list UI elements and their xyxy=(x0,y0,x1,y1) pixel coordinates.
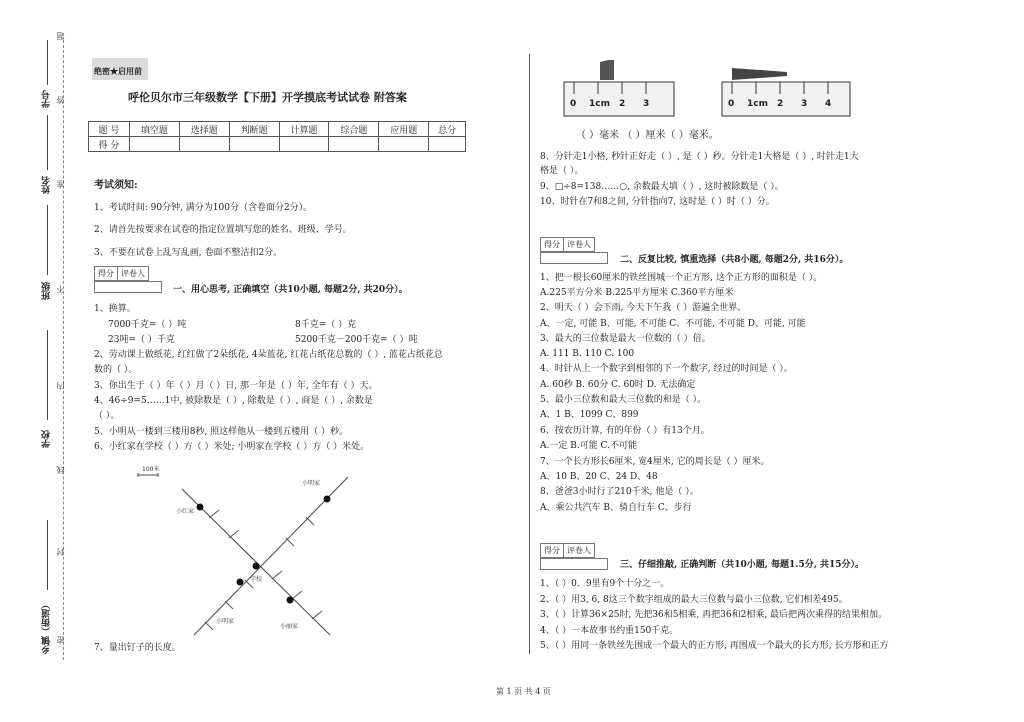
township-label: 乡镇（街道） xyxy=(42,600,52,654)
choice-line: 5、最小三位数和最大三位数的和是（ ）。 xyxy=(540,395,707,405)
ruler-tick-label: 1cm xyxy=(589,99,610,109)
choice-line: A、一定, 可能 B、可能, 不可能 C、不可能, 不可能 D、可能, 可能 xyxy=(540,319,806,329)
ruler-tick-label: 3 xyxy=(643,99,650,109)
nail-1 xyxy=(600,60,614,80)
map-label: 小明家 xyxy=(216,618,235,625)
choice-line: A.一定 B.可能 C.不可能 xyxy=(540,441,637,451)
scale-bar xyxy=(138,473,158,477)
margin-label: 不 xyxy=(56,285,65,293)
choice-line: 8、爸爸3小时行了210千米, 他是（ ）。 xyxy=(540,487,699,497)
score-cell[interactable] xyxy=(329,137,379,152)
section2-heading: 二、反复比较, 慎重选择（共8小题, 每题2分, 共16分）。 xyxy=(620,255,849,265)
score-cell[interactable] xyxy=(429,137,466,152)
grader-score-label: 得分 xyxy=(95,267,118,280)
score-table-header: 判断题 xyxy=(229,122,279,137)
township-blank[interactable] xyxy=(47,520,48,590)
grader-blank[interactable] xyxy=(94,281,162,293)
grader-reviewer-label: 评卷人 xyxy=(567,546,591,555)
page-number: 第 1 页 共 4 页 xyxy=(496,687,551,696)
margin-label: 内 xyxy=(56,382,65,390)
student-id-label: 学号 xyxy=(42,90,52,108)
map-point xyxy=(324,496,331,503)
margin-label: 封 xyxy=(56,548,65,556)
section1-heading: 一、用心思考, 正确填空（共10小题, 每题2分, 共20分）。 xyxy=(173,285,408,295)
judge-line: 1、（ ）0．9里有9个十分之一。 xyxy=(540,579,670,589)
road-line xyxy=(182,489,330,635)
ruler-tick-label: 3 xyxy=(801,99,808,109)
school-label: 学校 xyxy=(42,430,52,448)
score-table-header: 总分 xyxy=(429,122,466,137)
margin-label: 密 xyxy=(56,636,65,644)
margin-label: 准 xyxy=(56,180,65,188)
question: 9、□÷8=138……○, 余数最大填（ ）, 这时被除数是（ ）。 xyxy=(540,182,784,192)
question: 数的（ ）。 xyxy=(94,365,138,375)
score-table-header: 应用题 xyxy=(379,122,429,137)
choice-line: A、乘公共汽车 B、骑自行车 C、步行 xyxy=(540,503,692,513)
grader-reviewer-label: 评卷人 xyxy=(567,240,591,249)
map-point xyxy=(237,579,244,586)
map-point xyxy=(197,504,204,511)
class-blank[interactable] xyxy=(47,205,48,275)
question-part: 23吨=（ ）千克 xyxy=(108,335,175,345)
notice-heading: 考试须知: xyxy=(94,180,138,191)
score-table-header: 计算题 xyxy=(279,122,329,137)
score-table-header: 选择题 xyxy=(179,122,229,137)
map-label: 小丽家 xyxy=(280,623,299,630)
choice-line: 1、把一根长60厘米的铁丝围城一个正方形, 这个正方形的面积是（ ）。 xyxy=(540,273,823,283)
question: 7、量出钉子的长度。 xyxy=(94,643,181,653)
student-id-blank[interactable] xyxy=(47,40,48,85)
score-row-label: 得 分 xyxy=(89,137,130,152)
score-table-header: 题 号 xyxy=(89,122,130,137)
score-cell[interactable] xyxy=(229,137,279,152)
margin-label: 题 xyxy=(56,32,65,40)
question: 3、你出生于（ ）年（ ）月（ ）日, 那一年是（ ）年, 全年有（ ）天。 xyxy=(94,381,378,391)
ruler-tick-label: 0 xyxy=(570,99,577,109)
question: 4、46÷9=5……1中, 被除数是（ ）, 除数是（ ）, 商是（ ）, 余数是 xyxy=(94,396,373,406)
school-point xyxy=(253,563,260,570)
choice-line: A. 60秒 B. 60分 C. 60时 D. 无法确定 xyxy=(540,380,696,390)
question: 6、小红家在学校（ ）方（ ）米处; 小明家在学校（ ）方（ ）米处。 xyxy=(94,442,370,452)
ruler-tick-label: 2 xyxy=(619,99,626,109)
nail-2 xyxy=(732,68,787,80)
judge-line: 3、（ ）计算36×25时, 先把36和5相乘, 再把36和2相乘, 最后把两次乘得的结果相加。 xyxy=(540,610,888,620)
choice-line: 4、时针从上一个数字到相邻的下一个数字, 经过的时间是（ ）。 xyxy=(540,364,793,374)
ruler-tick-label: 4 xyxy=(825,99,832,109)
judge-line: 5、（ ）用同一条铁丝先围成一个最大的正方形, 再围成一个最大的长方形, 长方形和正方 xyxy=(540,641,889,651)
choice-line: A. 111 B. 110 C. 100 xyxy=(540,349,635,359)
grader-box xyxy=(540,237,595,252)
choice-line: A.225平方分米 B.225平方厘米 C.360平方厘米 xyxy=(540,288,734,298)
score-cell[interactable] xyxy=(379,137,429,152)
question-part: 5200千克－200千克=（ ）吨 xyxy=(295,335,418,345)
grader-box xyxy=(540,543,595,558)
margin-label: 线 xyxy=(56,466,65,474)
ruler-tick-label: 2 xyxy=(777,99,784,109)
map-label: 小红家 xyxy=(176,508,195,515)
notice-item: 2、请首先按要求在试卷的指定位置填写您的姓名、班级、学号。 xyxy=(94,225,352,235)
direction-map xyxy=(130,465,370,640)
choice-line: 2、明天（ ）会下雨, 今天下午我（ ）游遍全世界。 xyxy=(540,303,747,313)
page-title: 呼伦贝尔市三年级数学【下册】开学摸底考试试卷 附答案 xyxy=(128,91,407,104)
question-part: 8千克=（ ）克 xyxy=(295,320,357,330)
choice-line: A、10 B、20 C、24 D、48 xyxy=(540,472,658,482)
margin-label: 答 xyxy=(56,96,65,104)
name-blank[interactable] xyxy=(47,115,48,170)
grader-box xyxy=(94,266,149,281)
column-divider xyxy=(529,54,530,654)
judge-line: 2、（ ）用3, 6, 8这三个数字组成的最大三位数与最小三位数, 它们相差495。 xyxy=(540,595,848,605)
name-label: 姓名 xyxy=(42,176,52,194)
notice-item: 1、考试时间: 90分钟, 满分为100分（含卷面分2分）。 xyxy=(94,203,313,213)
score-table xyxy=(88,121,466,152)
ruler-answer: （ ）毫米 （ ）厘米（ ）毫米。 xyxy=(576,130,719,141)
question: 2、劳动课上做纸花, 红红做了2朵纸花, 4朵蓝花, 红花占纸花总数的（ ）, 蓝花占纸花总 xyxy=(94,350,443,360)
choice-line: 6、按农历计算, 有的年份（ ）有13个月。 xyxy=(540,426,710,436)
question-part: 7000千克=（ ）吨 xyxy=(108,320,187,330)
choice-line: 3、最大的三位数是最大一位数的（ ）倍。 xyxy=(540,334,711,344)
score-table-header: 综合题 xyxy=(329,122,379,137)
question: （ ）。 xyxy=(94,411,120,421)
grader-reviewer-label: 评卷人 xyxy=(121,269,145,278)
question: 5、小明从一楼到三楼用8秒, 照这样他从一楼到五楼用（ ）秒。 xyxy=(94,427,349,437)
grader-blank[interactable] xyxy=(540,252,608,264)
ruler-tick-label: 1cm xyxy=(747,99,768,109)
score-cell[interactable] xyxy=(129,137,179,152)
notice-item: 3、不要在试卷上乱写乱画, 卷面不整洁扣2分。 xyxy=(94,248,283,258)
ruler-figures xyxy=(562,58,852,120)
map-label: 学校 xyxy=(250,576,263,583)
grader-score-label: 得分 xyxy=(541,238,564,251)
choice-line: A、1 B、1099 C、899 xyxy=(540,410,639,420)
score-table-header: 填空题 xyxy=(129,122,179,137)
class-label: 班级 xyxy=(42,282,52,300)
ruler-tick-label: 0 xyxy=(728,99,735,109)
score-cell[interactable] xyxy=(179,137,229,152)
cut-line xyxy=(63,40,64,660)
map-scale-label: 100米 xyxy=(142,466,160,473)
question: 10、时针在7和8之间, 分针指向7, 这时是（ ）时（ ）分。 xyxy=(540,197,775,207)
map-label: 小明家 xyxy=(302,480,321,487)
school-blank[interactable] xyxy=(47,330,48,420)
section3-heading: 三、仔细推敲, 正确判断（共10小题, 每题1.5分, 共15分）。 xyxy=(620,560,865,570)
map-point xyxy=(287,597,294,604)
grader-score-label: 得分 xyxy=(541,544,564,557)
question: 8、分针走1小格, 秒针正好走（ ）, 是（ ）秒。分针走1大格是（ ）, 时针走1大 xyxy=(540,152,859,162)
question: 格是（ ）。 xyxy=(540,166,584,176)
score-cell[interactable] xyxy=(279,137,329,152)
grader-blank[interactable] xyxy=(540,558,608,570)
secret-badge: 绝密★启用前 xyxy=(94,66,142,76)
choice-line: 7、一个长方形长6厘米, 宽4厘米, 它的周长是（ ）厘米。 xyxy=(540,457,770,467)
question: 1、换算。 xyxy=(94,304,136,314)
judge-line: 4、（ ）一本故事书约重150千克。 xyxy=(540,626,679,636)
